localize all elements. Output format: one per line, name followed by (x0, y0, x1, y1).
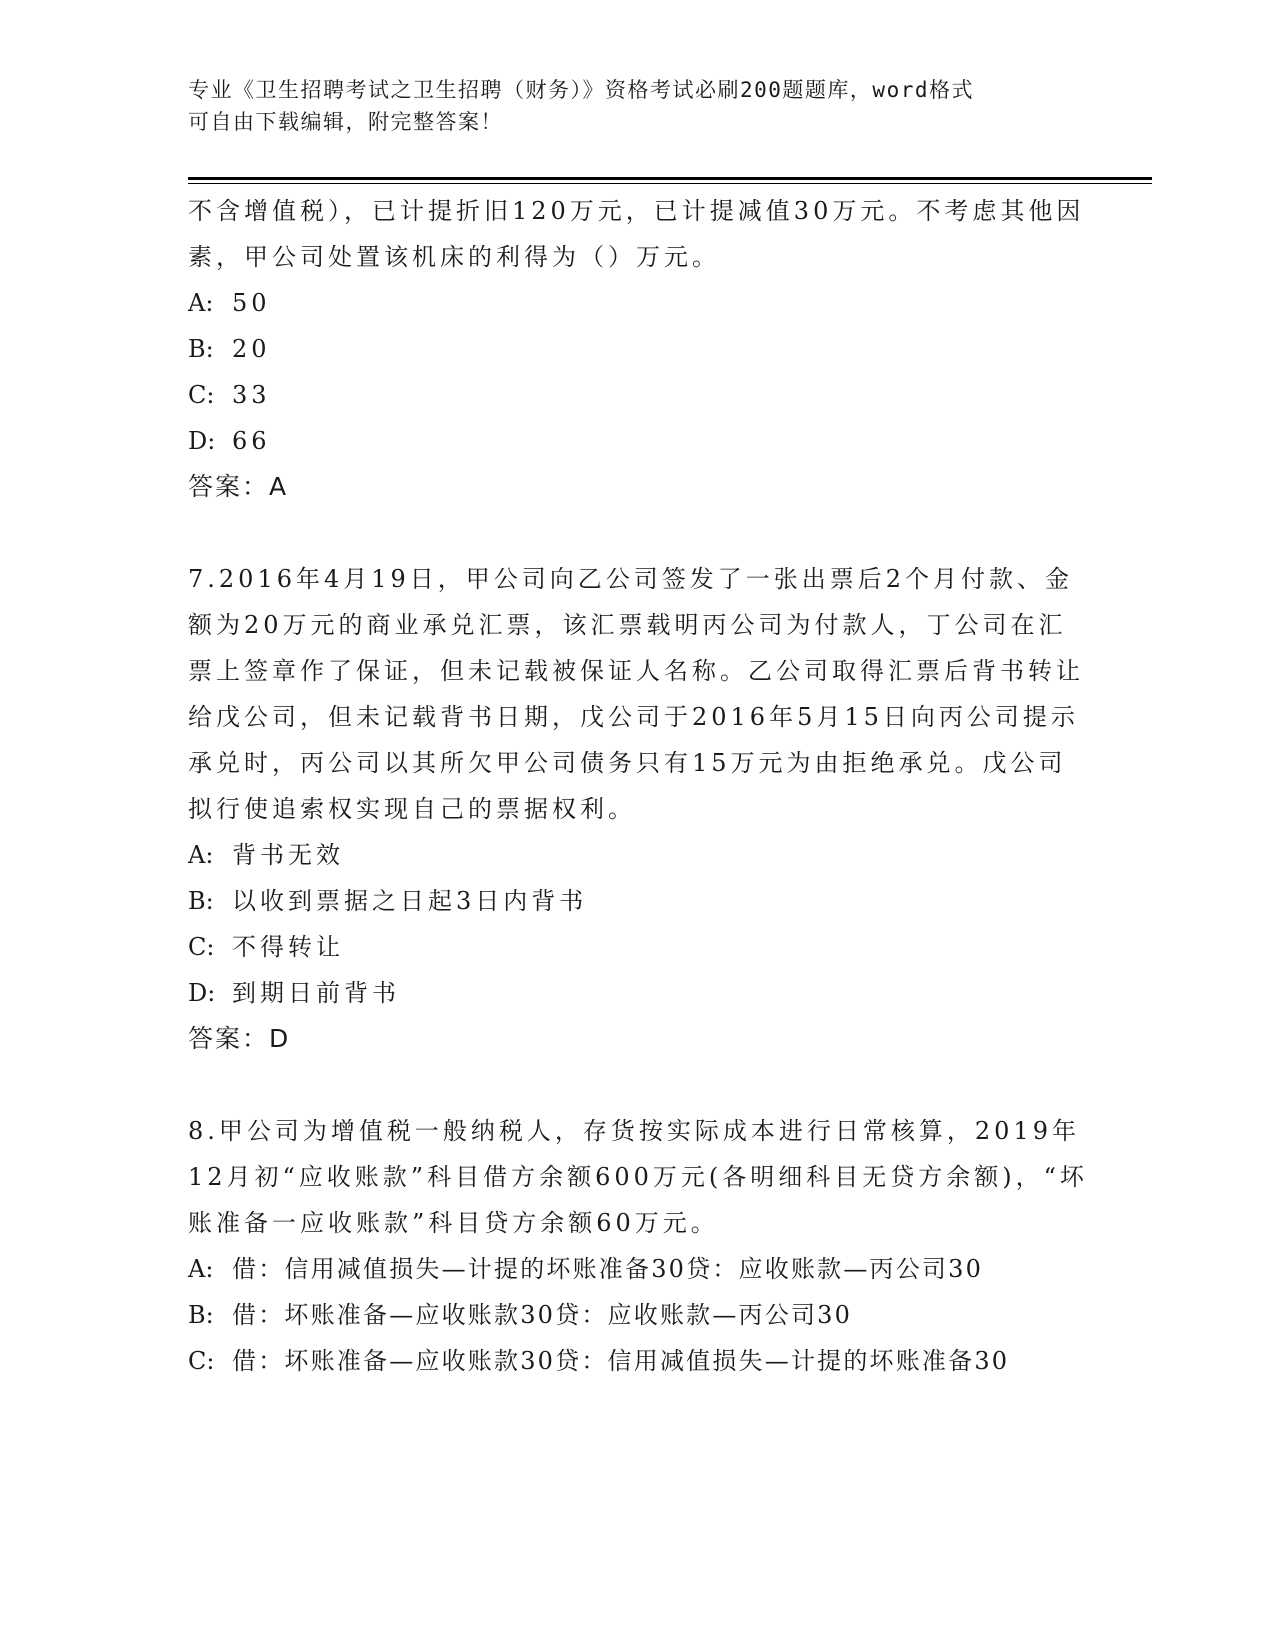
option-text: 借：坏账准备—应收账款30贷：信用减值损失—计提的坏账准备30 (232, 1347, 1010, 1375)
header-divider-thick (188, 177, 1152, 180)
document-body (188, 188, 1088, 1384)
option-text: 借：信用减值损失—计提的坏账准备30贷：应收账款—丙公司30 (232, 1255, 984, 1283)
option-letter: B: (188, 1301, 214, 1329)
header-title-line-2: 可自由下载编辑，附完整答案！ (188, 110, 503, 134)
option-text: 背书无效 (232, 841, 344, 869)
header-divider-thin (188, 183, 1152, 184)
option-text: 20 (232, 335, 271, 363)
option-a (188, 1246, 1088, 1292)
option-letter: C: (188, 381, 215, 409)
question-stem: 不含增值税），已计提折旧120万元，已计提减值30万元。不考虑其他因素，甲公司处置该机床的利得为（）万元。 (188, 197, 1085, 271)
question-block (188, 556, 1088, 1062)
option-letter: D: (188, 427, 216, 455)
option-c (188, 372, 1088, 418)
option-letter: D: (188, 979, 216, 1007)
option-letter: C: (188, 1347, 215, 1375)
option-b (188, 326, 1088, 372)
option-letter: C: (188, 933, 215, 961)
question-block (188, 1108, 1088, 1384)
option-text: 借：坏账准备—应收账款30贷：应收账款—丙公司30 (232, 1301, 853, 1329)
option-letter: A: (188, 841, 214, 869)
option-letter: B: (188, 335, 214, 363)
option-letter: A: (188, 1255, 214, 1283)
option-d (188, 970, 1088, 1016)
answer-line: 答案：A (188, 472, 289, 501)
option-b (188, 1292, 1088, 1338)
option-text: 以收到票据之日起3日内背书 (232, 887, 588, 915)
option-d (188, 418, 1088, 464)
option-c (188, 924, 1088, 970)
header-title-line-1: 专业《卫生招聘考试之卫生招聘（财务）》资格考试必刷200题题库，word格式 (188, 78, 974, 102)
option-text: 不得转让 (232, 933, 344, 961)
question-block (188, 188, 1088, 510)
option-letter: A: (188, 289, 214, 317)
option-text: 50 (232, 289, 271, 317)
option-a (188, 280, 1088, 326)
option-a (188, 832, 1088, 878)
option-text: 33 (232, 381, 271, 409)
option-text: 到期日前背书 (232, 979, 400, 1007)
question-spacer (188, 1062, 1088, 1108)
answer-line: 答案：D (188, 1024, 291, 1053)
option-c (188, 1338, 1088, 1384)
option-text: 66 (232, 427, 271, 455)
question-spacer (188, 510, 1088, 556)
question-stem: 7.2016年4月19日，甲公司向乙公司签发了一张出票后2个月付款、金额为20万元的商业承兑汇票，该汇票载明丙公司为付款人，丁公司在汇票上签章作了保证，但未记载被保证人名称。乙公司取得汇票后背书转让给戊公司，但未记载背书日期，戊公司于2016年5月15日向丙公司提示承兑时，丙公司以其所欠甲公司债务只有15万元为由拒绝承兑。戊公司拟行使追索权实现自己的票据权利。 (188, 565, 1084, 823)
page-header (188, 74, 1068, 138)
option-b (188, 878, 1088, 924)
question-stem: 8.甲公司为增值税一般纳税人，存货按实际成本进行日常核算，2019年12月初“应收账款”科目借方余额600万元(各明细科目无贷方余额)，“坏账准备一应收账款”科目贷方余额60万元。 (188, 1117, 1088, 1237)
option-letter: B: (188, 887, 214, 915)
